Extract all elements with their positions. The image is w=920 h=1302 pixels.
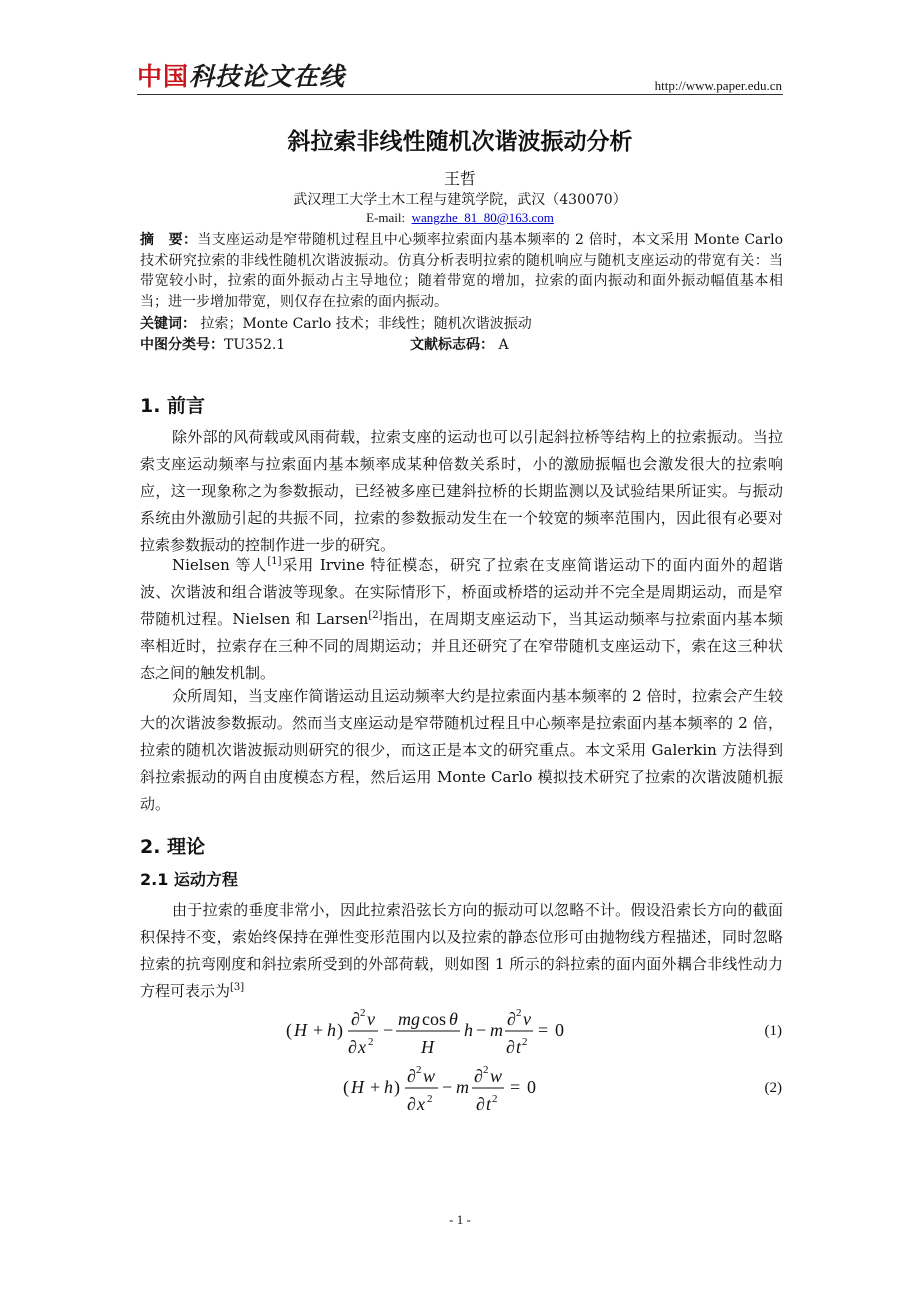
citation-2[interactable]: [2] xyxy=(368,610,383,621)
section-2-heading: 2. 理论 xyxy=(140,836,206,858)
section-1-paragraph-1: 除外部的风荷载或风雨荷载，拉索支座的运动也可以引起斜拉桥等结构上的拉索振动。当拉索支座运动频率与拉索面内基本频率成某种倍数关系时，小的激励振幅也会激发很大的拉索响应，这一现象称之为参数振动，已经被多座已建斜拉桥的长期监测以及试验结果所证实。与振动系统由外激励引起的共振不同，拉索的参数振动发生在一个较宽的频率范围内，因此很有必要对拉索参数振动的控制作进一步的研究。 xyxy=(140,428,783,554)
svg-text:H: H xyxy=(421,1037,434,1057)
svg-text:2: 2 xyxy=(522,1036,528,1048)
subsection-2-1-heading: 2.1 运动方程 xyxy=(140,870,238,889)
svg-text:(: ( xyxy=(343,1077,349,1097)
equation-2-number: (2) xyxy=(764,1080,782,1096)
svg-text:∂: ∂ xyxy=(507,1009,516,1029)
class-value: TU352.1 xyxy=(224,337,286,353)
svg-text:∂: ∂ xyxy=(407,1066,416,1086)
svg-text:−: − xyxy=(442,1077,453,1097)
citation-1[interactable]: [1] xyxy=(267,556,282,567)
equation-2-graphic xyxy=(0,1060,920,1120)
citation-3[interactable]: [3] xyxy=(230,982,245,993)
svg-text:−: − xyxy=(383,1020,394,1040)
svg-text:2: 2 xyxy=(492,1093,498,1105)
svg-text:v: v xyxy=(367,1009,375,1029)
abstract xyxy=(140,230,783,312)
svg-text:0: 0 xyxy=(555,1020,564,1040)
svg-text:t: t xyxy=(486,1094,492,1114)
svg-text:∂: ∂ xyxy=(348,1037,357,1057)
svg-text:∂: ∂ xyxy=(476,1094,485,1114)
svg-text:w: w xyxy=(423,1066,436,1086)
doc-label: 文献标志码： xyxy=(410,337,494,353)
svg-text:2: 2 xyxy=(516,1007,522,1019)
svg-text:h: h xyxy=(464,1020,473,1040)
header-url: http://www.paper.edu.cn xyxy=(654,78,782,93)
svg-text:2: 2 xyxy=(416,1064,422,1076)
subsection-2-1-paragraph: 由于拉索的垂度非常小，因此拉索沿弦长方向的振动可以忽略不计。假设沿索长方向的截面积保持不变，索始终保持在弹性变形范围内以及拉索的静态位形可由抛物线方程描述，同时忽略拉索的抗弯刚度和斜拉索所受到的外部荷载，则如图 1 所示的斜拉索的面内面外耦合非线性动力方程可表示为[3] xyxy=(140,901,783,1000)
svg-text:m: m xyxy=(490,1020,503,1040)
affiliation: 武汉理工大学土木工程与建筑学院，武汉（430070） xyxy=(293,192,627,208)
class-label: 中图分类号： xyxy=(140,337,224,353)
equation-1-graphic xyxy=(0,1003,920,1063)
svg-text:∂: ∂ xyxy=(474,1066,483,1086)
author-name: 王哲 xyxy=(443,169,476,188)
section-1-paragraph-3: 众所周知，当支座作简谐运动且运动频率大约是拉索面内基本频率的 2 倍时，拉索会产生较大的次谐波参数振动。然而当支座运动是窄带随机过程且中心频率是拉索面内基本频率的 2 倍，拉索的随机次谐波振动则研究的很少，而这正是本文的研究重点。本文采用 Galerkin 方法得到斜拉索振动的两自由度模态方程，然后运用 Monte Carlo 模拟技术研究了拉索的次谐波随机振动。 xyxy=(140,687,783,813)
svg-text:∂: ∂ xyxy=(407,1094,416,1114)
svg-text:h: h xyxy=(384,1077,393,1097)
paper-title: 斜拉索非线性随机次谐波振动分析 xyxy=(287,129,633,155)
doc-value: A xyxy=(498,337,509,353)
svg-text:2: 2 xyxy=(427,1093,433,1105)
svg-text:x: x xyxy=(358,1037,366,1057)
svg-text:=: = xyxy=(538,1020,549,1040)
email-line xyxy=(0,210,920,226)
equation-1-number: (1) xyxy=(764,1023,782,1039)
abstract-label: 摘 要： xyxy=(140,232,198,248)
section-1-paragraph-2: Nielsen 等人[1]采用 Irvine 特征模态，研究了拉索在支座简谐运动下的面内面外的超谐波、次谐波和组合谐波等现象。在实际情形下，桥面或桥塔的运动并不完全是周期运动，而是窄带随机过程。Nielsen 和 Larsen[2]指出，在周期支座运动下，当其运动频率与拉索面内基本频率相近时，拉索存在三种不同的周期运动；并且还研究了在窄带随机支座运动下，索在这三种状态之间的触发机制。 xyxy=(140,556,783,682)
keywords xyxy=(140,314,783,335)
header-divider xyxy=(137,94,783,95)
svg-text:θ: θ xyxy=(449,1009,458,1029)
svg-text:2: 2 xyxy=(360,1007,366,1019)
svg-text:t: t xyxy=(516,1037,522,1057)
equation-2 xyxy=(0,1060,920,1120)
svg-text:2: 2 xyxy=(483,1064,489,1076)
svg-text:cos: cos xyxy=(422,1009,446,1029)
svg-text:+: + xyxy=(370,1077,381,1097)
svg-text:H: H xyxy=(351,1077,364,1097)
svg-text:): ) xyxy=(337,1020,343,1040)
svg-text:mg: mg xyxy=(398,1009,420,1029)
svg-text:=: = xyxy=(510,1077,521,1097)
svg-text:−: − xyxy=(476,1020,487,1040)
svg-text:h: h xyxy=(327,1020,336,1040)
svg-text:0: 0 xyxy=(527,1077,536,1097)
svg-text:∂: ∂ xyxy=(351,1009,360,1029)
keywords-text: 拉索；Monte Carlo 技术；非线性；随机次谐波振动 xyxy=(200,316,532,332)
classification xyxy=(140,335,783,356)
svg-text:v: v xyxy=(523,1009,531,1029)
svg-text:2: 2 xyxy=(368,1036,374,1048)
section-1-heading: 1. 前言 xyxy=(140,395,206,417)
svg-text:w: w xyxy=(490,1066,503,1086)
svg-text:H: H xyxy=(294,1020,307,1040)
svg-text:): ) xyxy=(394,1077,400,1097)
journal-logo: 中国科技论文在线 xyxy=(137,62,346,91)
svg-text:m: m xyxy=(456,1077,469,1097)
svg-text:+: + xyxy=(313,1020,324,1040)
email-link[interactable]: wangzhe_81_80@163.com xyxy=(411,210,554,225)
svg-text:(: ( xyxy=(286,1020,292,1040)
page-number: - 1 - xyxy=(449,1212,471,1227)
svg-text:∂: ∂ xyxy=(506,1037,515,1057)
abstract-text: 当支座运动是窄带随机过程且中心频率拉索面内基本频率的 2 倍时，本文采用 Monte Carlo 技术研究拉索的非线性随机次谐波振动。仿真分析表明拉索的随机响应与随机支座运动的带宽有关：当带宽较小时，拉索的面外振动占主导地位；随着带宽的增加，拉索的面内振动和面外振动幅值基本相当；进一步增加带宽，则仅存在拉索的面内振动。 xyxy=(140,232,784,310)
email-label: E-mail: xyxy=(366,210,406,225)
equation-1 xyxy=(0,1003,920,1063)
keywords-label: 关键词： xyxy=(140,316,196,332)
svg-text:x: x xyxy=(417,1094,425,1114)
